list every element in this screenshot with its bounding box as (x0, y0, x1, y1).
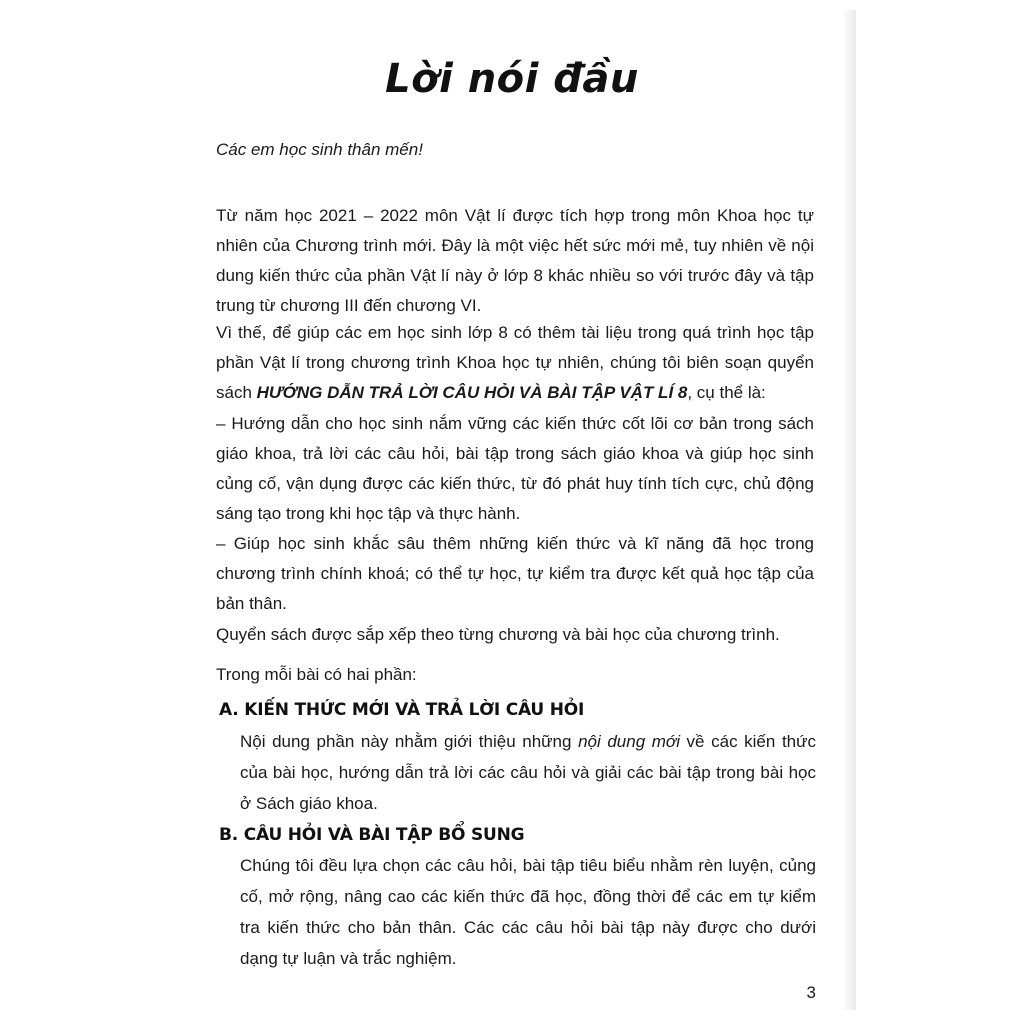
paragraph-1-text: Từ năm học 2021 – 2022 môn Vật lí được tích hợp trong môn Khoa học tự nhiên của Chương trình mới. Đây là một việc hết sức mới mẻ, tuy nhiên về nội dung kiến thức của phần Vật lí này ở lớp 8 khác nhiều so với trước đây và tập trung từ chương III đến chương VI. (216, 206, 814, 315)
section-a-heading: A. KIẾN THỨC MỚI VÀ TRẢ LỜI CÂU HỎI (219, 700, 585, 720)
paragraph-5 (216, 620, 814, 650)
section-a-text (240, 726, 816, 819)
paragraph-5-text: Quyển sách được sắp xếp theo từng chương và bài học của chương trình. (216, 625, 780, 644)
paragraph-4 (216, 529, 814, 619)
page-title: Lời nói đầu (385, 56, 639, 102)
paragraph-3-text: – Hướng dẫn cho học sinh nắm vững các kiến thức cốt lõi cơ bản trong sách giáo khoa, trả lời các câu hỏi, bài tập trong sách giáo khoa và giúp học sinh củng cố, vận dụng được các kiến thức, từ đó phát huy tính tích cực, chủ động sáng tạo trong khi học tập và thực hành. (216, 414, 814, 523)
paragraph-2-end: , cụ thể là: (687, 383, 766, 402)
section-b-text (240, 850, 816, 974)
paragraph-2-start: Vì thế, để giúp các em học sinh lớp 8 có thêm tài liệu trong quá trình học tập phần Vật lí trong chương trình Khoa học tự nhiên, chúng tôi biên soạn quyển sách (216, 323, 814, 402)
paragraph-6 (216, 660, 814, 690)
section-a-emphasis: nội dung mới (578, 732, 680, 751)
section-b-heading: B. CÂU HỎI VÀ BÀI TẬP BỔ SUNG (219, 825, 525, 845)
greeting: Các em học sinh thân mến! (216, 140, 423, 159)
paragraph-4-text: – Giúp học sinh khắc sâu thêm những kiến thức và kĩ năng đã học trong chương trình chính khoá; có thể tự học, tự kiểm tra được kết quả học tập của bản thân. (216, 534, 814, 613)
paragraph-3 (216, 409, 814, 529)
paragraph-6-text: Trong mỗi bài có hai phần: (216, 665, 417, 684)
paragraph-1 (216, 201, 814, 321)
book-title: HƯỚNG DẪN TRẢ LỜI CÂU HỎI VÀ BÀI TẬP VẬT LÍ 8 (256, 383, 688, 402)
page-number: 3 (806, 983, 816, 1002)
page-edge-shadow (842, 10, 856, 1010)
section-a-text-start: Nội dung phần này nhằm giới thiệu những (240, 732, 579, 751)
section-a-text-end: về các kiến thức của bài học, hướng dẫn trả lời các câu hỏi và giải các bài tập trong bài học ở Sách giáo khoa. (240, 732, 816, 813)
section-b-text-body: Chúng tôi đều lựa chọn các câu hỏi, bài tập tiêu biểu nhằm rèn luyện, củng cố, mở rộng, nâng cao các kiến thức đã học, đồng thời để các em tự kiểm tra kiến thức cho bản thân. Các các câu hỏi bài tập này được cho dưới dạng tự luận và trắc nghiệm. (240, 856, 816, 968)
paragraph-2 (216, 318, 814, 408)
